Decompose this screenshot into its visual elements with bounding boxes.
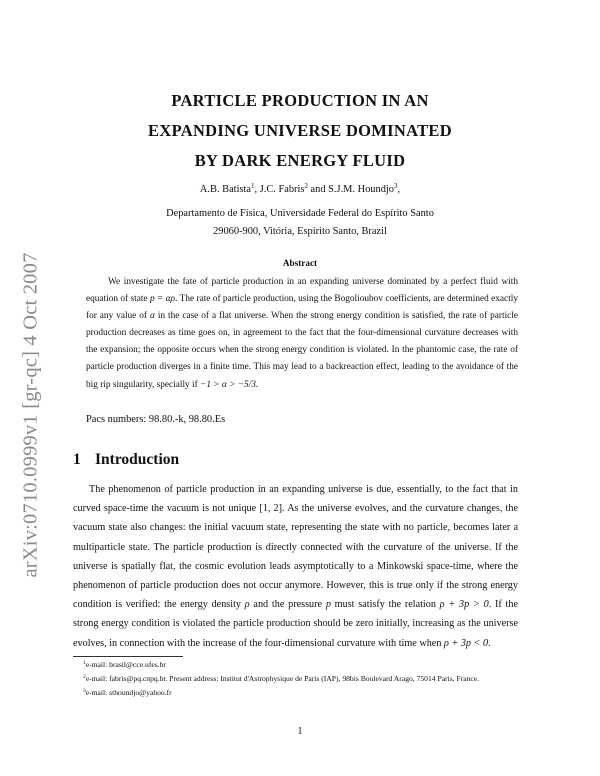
abstract-text	[86, 274, 518, 394]
text-run: .	[255, 379, 259, 390]
author-separator: ,	[397, 184, 401, 195]
section-number: 1	[73, 451, 81, 468]
footnote-text: e-mail: fabris@pq.cnpq.br. Present address: Institut d'Astrophysique de Paris (IAP), 98bis Boulevard Arago, 75014 Paris, France.	[85, 673, 480, 683]
author-list	[0, 184, 600, 195]
section-heading	[73, 451, 179, 469]
footnote-divider	[73, 656, 183, 657]
text-run: . If the strong energy condition is violated the particle production should be zero initially, increasing as the universe evolves, in connection with the increase of the four-dimensional curvature with time when	[73, 599, 519, 649]
author-name: S.J.M. Houndjo	[328, 184, 394, 195]
author-name: A.B. Batista	[199, 184, 251, 195]
text-run: in the case of a flat universe. When the strong energy condition is satisfied, the rate of particle production decreases as time goes on, in agreement to the fact that the four-dimensional curvature decreases with the expansion; the opposite occurs when the strong energy condition is violated. In the phantomic case, the rate of particle production diverges in a finite time. This may lead to a backreaction effect, leading to the avoidance of the big rip singularity, specially if	[86, 311, 518, 390]
text-run: must satisfy the relation	[330, 599, 440, 611]
inline-math: ρ + 3p > 0	[439, 599, 489, 611]
arxiv-margin-stamp	[8, 210, 54, 620]
author-separator: ,	[254, 184, 260, 195]
footnote	[73, 658, 518, 672]
abstract-heading: Abstract	[282, 258, 318, 268]
section-title: Introduction	[95, 451, 180, 468]
footnote-marker: 3	[83, 687, 86, 694]
inline-math: ρ + 3p < 0	[443, 637, 489, 649]
abstract-paragraph	[86, 274, 518, 394]
inline-math: α	[149, 311, 155, 322]
affiliation-line-1: Departamento de Física, Universidade Federal do Espírito Santo	[166, 208, 434, 219]
paper-title-line-3: BY DARK ENERGY FLUID	[194, 151, 406, 170]
inline-math: p = αρ	[149, 294, 175, 305]
footnote-marker: 2	[83, 673, 86, 680]
footnote-marker: 1	[83, 660, 86, 666]
inline-math: p	[325, 599, 331, 611]
author-separator: and	[307, 184, 329, 195]
inline-math: ρ	[244, 599, 250, 611]
text-run: We investigate the fate of particle production in an expanding universe dominated by a perfect fluid with equation of state	[86, 277, 518, 305]
paper-title-line-1: PARTICLE PRODUCTION IN AN	[171, 91, 429, 110]
footnote-marker: 2	[304, 182, 308, 190]
text-run: . The rate of particle production, using the Bogolioubov coefficients, are determined exactly for any value of	[86, 294, 519, 322]
inline-math: −1 > α > −5/3	[200, 379, 256, 390]
text-run: The phenomenon of particle production in an expanding universe is due, essentially, to the fact that in curved space-time the vacuum is not unique [1, 2]. As the universe evolves, and the curvature changes, the vacuum state also changes: the initial vacuum state, representing the state with no particle, becomes later a multiparticle state. The particle production is directly connected with the curvature of the universe. If the universe is spatially flat, the cosmic evolution leads asymptotically to a Minkowski space-time, where the phenomenon of particle production does not occur anymore. However, this is true only if the strong energy condition is verified: the energy density	[73, 484, 518, 611]
paper-title-line-2: EXPANDING UNIVERSE DOMINATED	[148, 121, 452, 140]
footnote-marker: 1	[251, 182, 255, 190]
footnote	[73, 686, 518, 700]
affiliation-line-2: 29060-900, Vitória, Espírito Santo, Brazil	[213, 226, 387, 237]
arxiv-identifier: arXiv:0710.0999v1 [gr-qc] 4 Oct 2007	[19, 252, 42, 578]
footnotes	[73, 658, 518, 699]
introduction-text	[73, 480, 518, 653]
footnote	[73, 672, 518, 686]
footnote-text: e-mail: sthoundjo@yahoo.fr	[85, 687, 172, 697]
text-run: and the pressure	[249, 599, 326, 611]
footnote-marker: 3	[393, 182, 398, 190]
introduction-paragraph	[73, 480, 518, 653]
author-name: J.C. Fabris	[259, 184, 305, 195]
page-number: 1	[297, 726, 303, 737]
text-run: .	[488, 637, 491, 649]
footnote-text: e-mail: brasil@cce.ufes.br	[85, 660, 166, 669]
pacs-numbers: Pacs numbers: 98.80.-k, 98.80.Es	[86, 414, 226, 425]
